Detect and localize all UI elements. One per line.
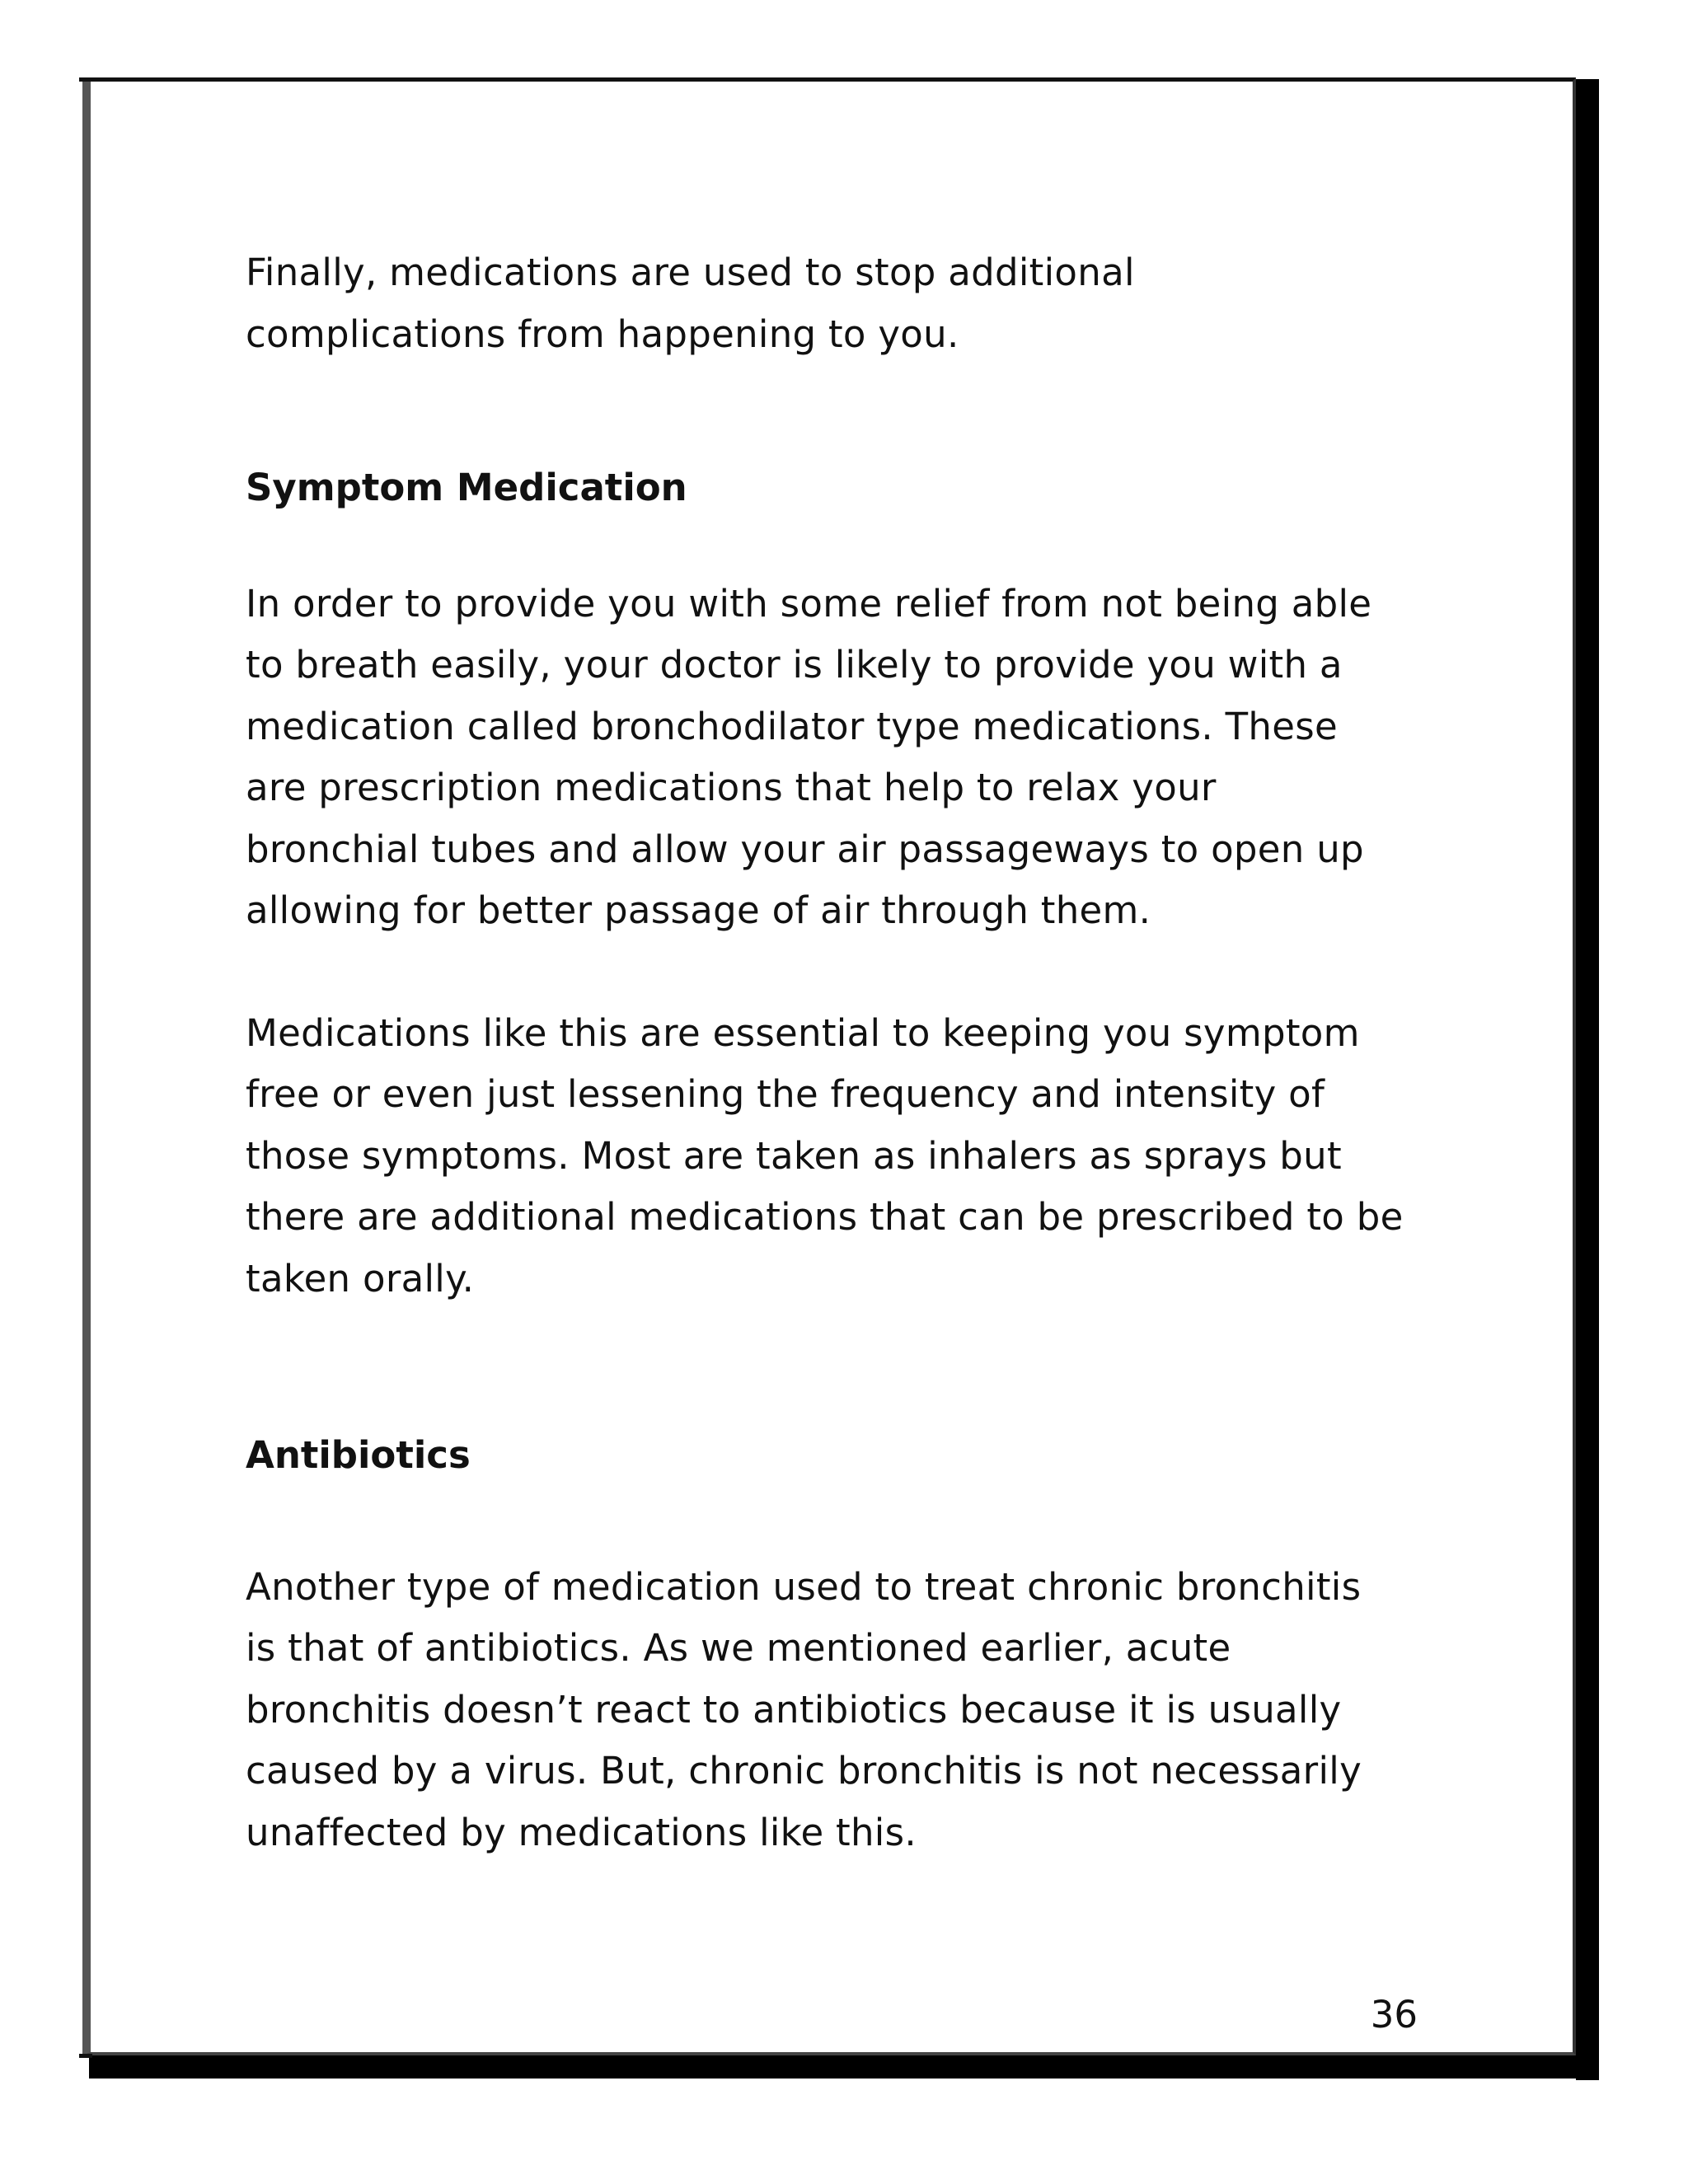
paragraph-symptom-relief: Medications like this are essential to keeping you symptom free or even just lessening the frequency and intensity of those symptoms. Most are taken as inhalers as sprays but there are additional medications that can be prescribed to be taken orally. xyxy=(246,1010,1404,1301)
page-shadow-right xyxy=(1576,79,1599,2080)
page-number: 36 xyxy=(1370,1993,1418,2036)
page-content xyxy=(246,242,1432,1863)
page-shadow-bottom xyxy=(89,2055,1599,2079)
frame-corner-tick-top xyxy=(79,77,92,82)
paragraph-intro: Finally, medications are used to stop additional complications from happening to you. xyxy=(246,251,1135,356)
frame-corner-tick-bottom xyxy=(79,2054,92,2058)
paragraph-bronchodilators: In order to provide you with some relief from not being able to breath easily, your doctor is likely to provide you with a medication called bronchodilator type medications. These are prescription medications that help to relax your bronchial tubes and allow your air passageways to open up allowing for better passage of air through them. xyxy=(246,581,1372,932)
heading-symptom-medication: Symptom Medication xyxy=(246,466,687,509)
paragraph-antibiotics: Another type of medication used to treat chronic bronchitis is that of antibiotics. As we mentioned earlier, acute bronchitis doesn’t react to antibiotics because it is usually caused by a virus. But, chronic bronchitis is not necessarily unaffected by medications like this. xyxy=(246,1564,1362,1854)
heading-antibiotics: Antibiotics xyxy=(246,1433,471,1477)
